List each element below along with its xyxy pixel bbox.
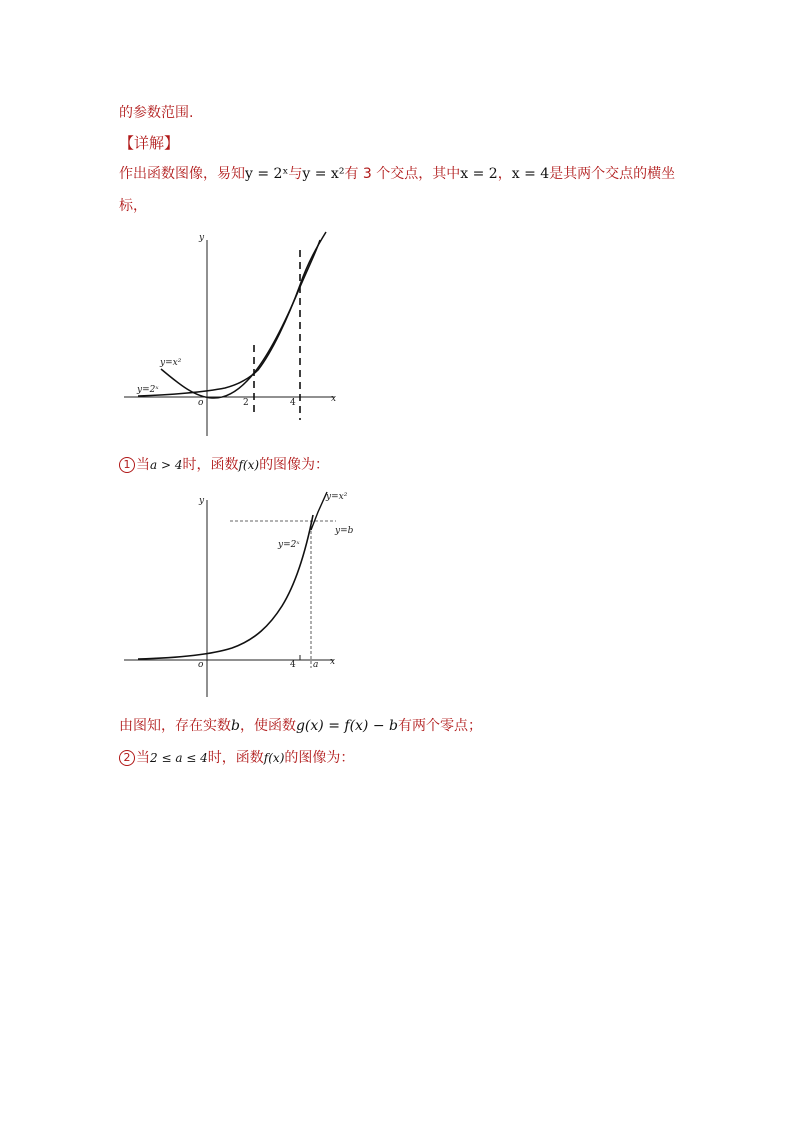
math-eq-x2-value: x = 2 xyxy=(460,166,498,182)
fig1-label-2x: y=2ˣ xyxy=(137,385,159,395)
text-segment: 时，函数 xyxy=(207,750,264,766)
text-segment: 当 xyxy=(136,457,150,473)
text-segment: 个交点，其中 xyxy=(376,166,461,182)
fig2-curve-x2 xyxy=(311,492,327,530)
text-count: 3 xyxy=(362,166,372,182)
math-condition-2-le-a-le-4: 2 ≤ a ≤ 4 xyxy=(150,751,208,765)
text-segment: 是其两个交点的横坐 xyxy=(549,166,676,182)
text-segment: 与 xyxy=(288,166,303,182)
fig2-label-x2: y=x² xyxy=(326,492,348,502)
fig2-label-x: x xyxy=(330,657,336,667)
heading-detail: 【详解】 xyxy=(119,134,180,152)
fig2-label-b: y=b xyxy=(335,526,354,536)
math-eq-x4-value: x = 4 xyxy=(511,166,550,182)
fig1-label-x2: y=x² xyxy=(160,358,182,368)
circled-number-2: 2 xyxy=(119,750,135,766)
text-segment: 时，函数 xyxy=(182,457,239,473)
fig2-tick-a: a xyxy=(313,660,319,670)
math-condition-a-gt-4: a > 4 xyxy=(150,458,183,472)
fig2-tick-4: 4 xyxy=(290,660,296,670)
text-segment: 当 xyxy=(136,750,150,766)
fig2-curve-2x xyxy=(138,515,313,659)
text-range: 的参数范围. xyxy=(119,105,194,121)
text-segment: 标， xyxy=(119,198,147,214)
text-segment: 的图像为： xyxy=(259,457,330,473)
circled-number-1: 1 xyxy=(119,457,135,473)
fig1-tick-4: 4 xyxy=(290,398,296,408)
math-eq-2x: y = 2ˣ xyxy=(245,166,289,182)
text-segment: ， xyxy=(497,166,512,182)
math-fx: f(x) xyxy=(238,458,260,472)
fig1-tick-2: 2 xyxy=(243,398,249,408)
fig1-label-o: o xyxy=(198,398,204,408)
fig2-label-2x: y=2ˣ xyxy=(278,540,300,550)
fig2-label-o: o xyxy=(198,660,204,670)
text-segment: 的图像为： xyxy=(284,750,355,766)
fig1-label-x: x xyxy=(331,394,337,404)
text-segment: 有 xyxy=(344,166,359,182)
math-b: b xyxy=(231,718,240,734)
fig1-label-y: y xyxy=(199,233,205,243)
text-segment: 有两个零点； xyxy=(397,718,482,734)
fig2-label-y: y xyxy=(199,496,205,506)
math-gx-equation: g(x) = f(x) − b xyxy=(295,718,398,734)
text-segment: 作出函数图像，易知 xyxy=(119,166,245,182)
text-segment: ，使函数 xyxy=(239,718,296,734)
math-eq-x2: y = x² xyxy=(302,166,345,182)
math-fx: f(x) xyxy=(263,751,285,765)
text-segment: 由图知，存在实数 xyxy=(119,718,231,734)
